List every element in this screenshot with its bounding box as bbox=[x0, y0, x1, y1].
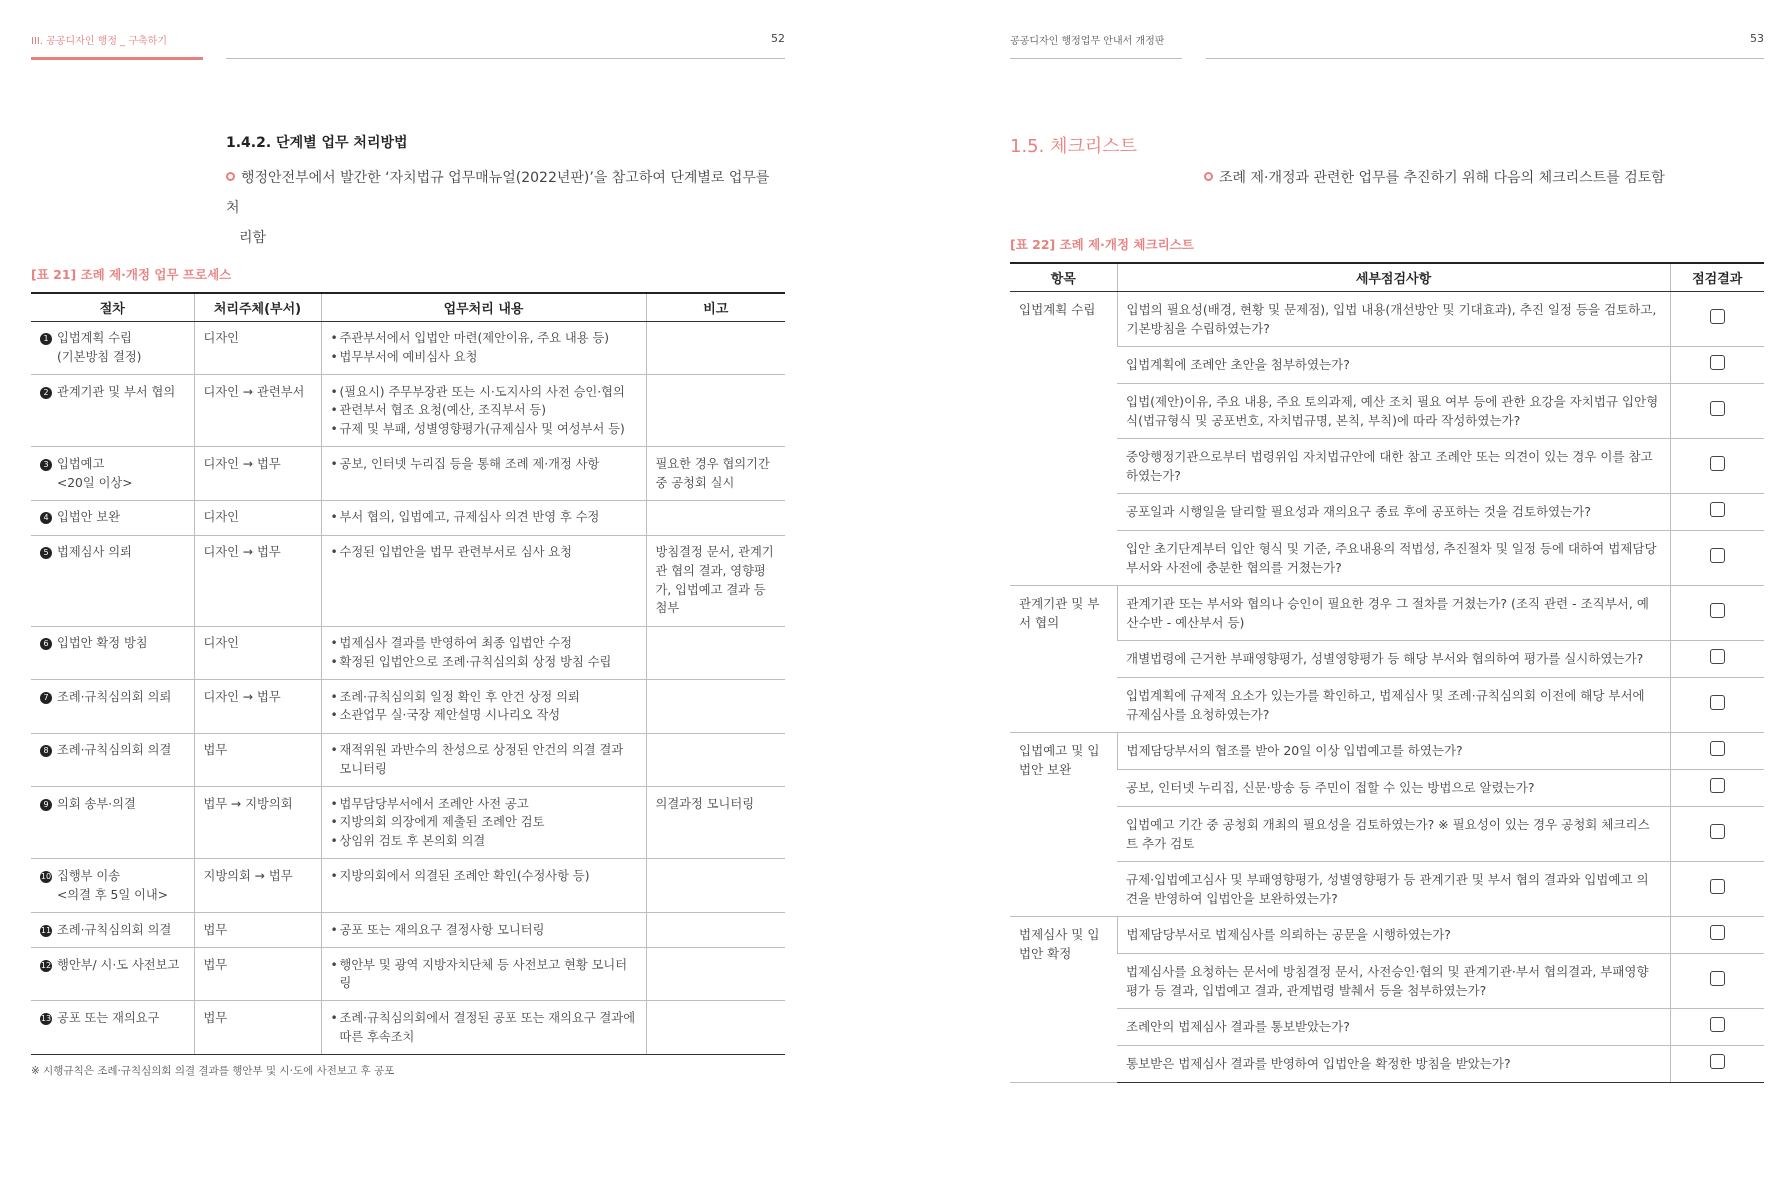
table-row bbox=[1010, 640, 1764, 677]
step-label: 법제심사 의뢰 bbox=[57, 545, 132, 560]
task-item: • 공포 또는 재의요구 결정사항 모니터링 bbox=[331, 921, 637, 940]
header-rule-short bbox=[1010, 58, 1182, 59]
header-rule bbox=[1206, 58, 1764, 59]
step-number-icon: 8 bbox=[40, 745, 52, 757]
check-item: 공보, 인터넷 누리집, 신문·방송 등 주민이 접할 수 있는 방법으로 알렸는가? bbox=[1117, 769, 1670, 806]
result-checkbox[interactable] bbox=[1710, 603, 1725, 618]
step-number-icon: 5 bbox=[40, 547, 52, 559]
step-number-icon: 3 bbox=[40, 459, 52, 471]
check-item: 입법계획에 규제적 요소가 있는가를 확인하고, 법제심사 및 조례·규칙심의회 이전에 해당 부서에 규제심사를 요청하였는가? bbox=[1117, 677, 1670, 732]
note-cell bbox=[646, 947, 785, 1001]
header-label: 공공디자인 행정업무 안내서 개정판 bbox=[1010, 36, 1165, 47]
step-label: 공포 또는 재의요구 bbox=[57, 1011, 160, 1026]
table-row bbox=[1010, 383, 1764, 438]
step-label: 조례·규칙심의회 의뢰 bbox=[57, 689, 172, 704]
step-label: 입법안 확정 방침 bbox=[57, 636, 148, 651]
result-checkbox[interactable] bbox=[1710, 879, 1725, 894]
table-row bbox=[31, 859, 785, 913]
task-list bbox=[331, 867, 637, 886]
tasks-cell bbox=[321, 947, 646, 1001]
result-checkbox[interactable] bbox=[1710, 971, 1725, 986]
task-list bbox=[331, 543, 637, 562]
table-row bbox=[31, 535, 785, 626]
step-number-icon: 1 bbox=[40, 333, 52, 345]
step-cell bbox=[31, 500, 194, 535]
step-cell bbox=[31, 680, 194, 734]
result-checkbox[interactable] bbox=[1710, 309, 1725, 324]
step-label: 의회 송부·의결 bbox=[57, 796, 136, 811]
task-list bbox=[331, 688, 637, 725]
table-row bbox=[1010, 677, 1764, 732]
step-number-icon: 6 bbox=[40, 638, 52, 650]
check-item: 법제담당부서의 협조를 받아 20일 이상 입법예고를 하였는가? bbox=[1117, 732, 1670, 769]
agent-cell: 법무 bbox=[194, 733, 321, 787]
intro-paragraph: 조례 제·개정과 관련한 업무를 추진하기 위해 다음의 체크리스트를 검토함 bbox=[1204, 163, 1764, 193]
step-label: 행안부/ 시·도 사전보고 bbox=[57, 957, 180, 972]
table-row bbox=[1010, 585, 1764, 640]
check-item: 입법(제안)이유, 주요 내용, 주요 토의과제, 예산 조치 필요 여부 등에 관한 요강을 자치법규 입안형식(법규형식 및 공포번호, 자치법규명, 본칙, 부칙)에 따라 작성하였는가? bbox=[1117, 383, 1670, 438]
table-row bbox=[31, 947, 785, 1001]
table-row bbox=[1010, 1008, 1764, 1045]
agent-cell: 법무 bbox=[194, 947, 321, 1001]
note-cell: 필요한 경우 협의기간 중 공청회 실시 bbox=[646, 447, 785, 501]
agent-cell: 법무 bbox=[194, 1001, 321, 1055]
step-label: 조례·규칙심의회 의결 bbox=[57, 743, 172, 758]
section-title: 1.4.2. 단계별 업무 처리방법 bbox=[226, 135, 408, 151]
category-cell: 관계기관 및 부서 협의 bbox=[1010, 585, 1117, 732]
step-number-icon: 11 bbox=[40, 925, 52, 935]
result-cell bbox=[1670, 1045, 1764, 1082]
task-list bbox=[331, 795, 637, 851]
table-row bbox=[31, 447, 785, 501]
tasks-cell bbox=[321, 680, 646, 734]
note-cell bbox=[646, 626, 785, 680]
task-list bbox=[331, 1009, 637, 1046]
table-row bbox=[31, 626, 785, 680]
step-label: 입법안 보완 bbox=[57, 510, 121, 525]
step-label: 집행부 이송 bbox=[57, 869, 121, 884]
step-cell bbox=[31, 947, 194, 1001]
category-cell: 법제심사 및 입법안 확정 bbox=[1010, 916, 1117, 1082]
table-row bbox=[31, 912, 785, 947]
col-header: 절차 bbox=[31, 293, 194, 321]
table-row bbox=[1010, 806, 1764, 861]
check-item: 입안 초기단계부터 입안 형식 및 기준, 주요내용의 적법성, 추진절차 및 일정 등에 대하여 법제담당부서와 사전에 충분한 협의를 거쳤는가? bbox=[1117, 530, 1670, 585]
table-row bbox=[1010, 493, 1764, 530]
step-cell bbox=[31, 787, 194, 859]
table-row bbox=[1010, 438, 1764, 493]
result-checkbox[interactable] bbox=[1710, 741, 1725, 756]
table-row bbox=[31, 1001, 785, 1055]
note-cell bbox=[646, 321, 785, 375]
result-cell bbox=[1670, 916, 1764, 953]
result-checkbox[interactable] bbox=[1710, 778, 1725, 793]
agent-cell: 법무 bbox=[194, 912, 321, 947]
step-sublabel: <의결 후 5일 이내> bbox=[57, 887, 169, 902]
section-title: 1.5. 체크리스트 bbox=[1010, 136, 1138, 157]
task-list bbox=[331, 921, 637, 940]
category-cell: 입법예고 및 입법안 보완 bbox=[1010, 732, 1117, 916]
tasks-cell bbox=[321, 375, 646, 447]
agent-cell: 지방의회 → 법무 bbox=[194, 859, 321, 913]
note-cell bbox=[646, 680, 785, 734]
tasks-cell bbox=[321, 535, 646, 626]
step-cell bbox=[31, 912, 194, 947]
step-number-icon: 12 bbox=[40, 960, 52, 970]
step-sublabel: <20일 이상> bbox=[57, 475, 133, 490]
table-row bbox=[31, 733, 785, 787]
step-number-icon: 7 bbox=[40, 692, 52, 704]
step-number-icon: 2 bbox=[40, 387, 52, 399]
task-item: • 확정된 입법안으로 조례·규칙심의회 상정 방침 수립 bbox=[331, 653, 637, 672]
result-cell bbox=[1670, 530, 1764, 585]
task-item: • 법무부서에 예비심사 요청 bbox=[331, 348, 637, 367]
result-checkbox[interactable] bbox=[1710, 649, 1725, 664]
page-number: 53 bbox=[1750, 32, 1764, 45]
result-cell bbox=[1670, 1008, 1764, 1045]
result-checkbox[interactable] bbox=[1710, 1054, 1725, 1069]
step-cell bbox=[31, 733, 194, 787]
table-row bbox=[1010, 769, 1764, 806]
result-cell bbox=[1670, 346, 1764, 383]
result-checkbox[interactable] bbox=[1710, 925, 1725, 940]
step-label: 입법예고 bbox=[57, 456, 105, 471]
note-cell bbox=[646, 1001, 785, 1055]
tasks-cell bbox=[321, 500, 646, 535]
table-row bbox=[31, 680, 785, 734]
step-number-icon: 9 bbox=[40, 799, 52, 811]
task-list bbox=[331, 455, 637, 474]
table-row bbox=[1010, 346, 1764, 383]
table-row bbox=[1010, 1045, 1764, 1082]
check-item: 법제심사를 요청하는 문서에 방침결정 문서, 사전승인·협의 및 관계기관·부서 협의결과, 부패영향평가 등 결과, 입법예고 결과, 관계법령 발췌서 등을 첨부하였는가? bbox=[1117, 953, 1670, 1008]
note-cell bbox=[646, 500, 785, 535]
tasks-cell bbox=[321, 787, 646, 859]
circle-bullet-icon bbox=[226, 172, 235, 181]
task-list bbox=[331, 329, 637, 366]
task-item: • (필요시) 주무부장관 또는 시·도지사의 사전 승인·협의 bbox=[331, 383, 637, 402]
agent-cell: 디자인 → 법무 bbox=[194, 447, 321, 501]
table-row bbox=[31, 500, 785, 535]
category-cell: 입법계획 수립 bbox=[1010, 291, 1117, 585]
note-cell bbox=[646, 375, 785, 447]
task-list bbox=[331, 741, 637, 778]
tasks-cell bbox=[321, 1001, 646, 1055]
result-cell bbox=[1670, 438, 1764, 493]
col-header: 세부점검사항 bbox=[1117, 263, 1670, 291]
table-row bbox=[1010, 861, 1764, 916]
task-item: • 재적위원 과반수의 찬성으로 상정된 안건의 의결 결과 모니터링 bbox=[331, 741, 637, 778]
step-sublabel: (기본방침 결정) bbox=[57, 349, 142, 364]
table-row bbox=[1010, 530, 1764, 585]
result-cell bbox=[1670, 953, 1764, 1008]
table-row bbox=[1010, 732, 1764, 769]
header-rule bbox=[226, 58, 785, 59]
task-item: • 상임위 검토 후 본의회 의결 bbox=[331, 832, 637, 851]
right-page bbox=[1010, 0, 1764, 1203]
task-item: • 소관업무 실·국장 제안설명 시나리오 작성 bbox=[331, 706, 637, 725]
process-table bbox=[31, 292, 785, 1055]
left-page bbox=[31, 0, 785, 1203]
agent-cell: 디자인 bbox=[194, 321, 321, 375]
task-item: • 부서 협의, 입법예고, 규제심사 의견 반영 후 수정 bbox=[331, 508, 637, 527]
tasks-cell bbox=[321, 321, 646, 375]
check-item: 입법의 필요성(배경, 현황 및 문제점), 입법 내용(개선방안 및 기대효과), 추진 일정 등을 검토하고, 기본방침을 수립하였는가? bbox=[1117, 291, 1670, 346]
result-cell bbox=[1670, 806, 1764, 861]
result-cell bbox=[1670, 861, 1764, 916]
check-item: 관계기관 또는 부서와 협의나 승인이 필요한 경우 그 절차를 거쳤는가? (조직 관련 - 조직부서, 예산수반 - 예산부서 등) bbox=[1117, 585, 1670, 640]
result-checkbox[interactable] bbox=[1710, 401, 1725, 416]
step-number-icon: 10 bbox=[40, 872, 52, 882]
col-header: 처리주체(부서) bbox=[194, 293, 321, 321]
result-cell bbox=[1670, 677, 1764, 732]
table-row bbox=[31, 321, 785, 375]
agent-cell: 디자인 → 법무 bbox=[194, 680, 321, 734]
task-item: • 공보, 인터넷 누리집 등을 통해 조례 제·개정 사항 bbox=[331, 455, 637, 474]
col-header: 비고 bbox=[646, 293, 785, 321]
check-item: 공포일과 시행일을 달리할 필요성과 재의요구 종료 후에 공포하는 것을 검토하였는가? bbox=[1117, 493, 1670, 530]
result-cell bbox=[1670, 383, 1764, 438]
step-cell bbox=[31, 321, 194, 375]
task-item: • 주관부서에서 입법안 마련(제안이유, 주요 내용 등) bbox=[331, 329, 637, 348]
agent-cell: 디자인 bbox=[194, 626, 321, 680]
tasks-cell bbox=[321, 912, 646, 947]
task-list bbox=[331, 383, 637, 439]
task-list bbox=[331, 634, 637, 671]
agent-cell: 법무 → 지방의회 bbox=[194, 787, 321, 859]
footnote: ※ 시행규칙은 조례·규칙심의회 의결 결과를 행안부 및 시·도에 사전보고 후 공포 bbox=[31, 1065, 395, 1077]
agent-cell: 디자인 → 법무 bbox=[194, 535, 321, 626]
step-label: 조례·규칙심의회 의결 bbox=[57, 922, 172, 937]
check-item: 개별법령에 근거한 부패영향평가, 성별영향평가 등 해당 부서와 협의하여 평가를 실시하였는가? bbox=[1117, 640, 1670, 677]
task-item: • 조례·규칙심의회에서 결정된 공포 또는 재의요구 결과에 따른 후속조치 bbox=[331, 1009, 637, 1046]
result-checkbox[interactable] bbox=[1710, 1017, 1725, 1032]
note-cell: 의결과정 모니터링 bbox=[646, 787, 785, 859]
result-cell bbox=[1670, 291, 1764, 346]
task-item: • 법무담당부서에서 조례안 사전 공고 bbox=[331, 795, 637, 814]
task-item: • 행안부 및 광역 지방자치단체 등 사전보고 현황 모니터링 bbox=[331, 956, 637, 993]
checklist-table bbox=[1010, 262, 1764, 1083]
check-item: 입법예고 기간 중 공청회 개최의 필요성을 검토하였는가? ※ 필요성이 있는 경우 공청회 체크리스트 추가 검토 bbox=[1117, 806, 1670, 861]
task-item: • 지방의회에서 의결된 조례안 확인(수정사항 등) bbox=[331, 867, 637, 886]
table-caption: [표 22] 조례 제·개정 체크리스트 bbox=[1010, 237, 1194, 252]
col-header: 점검결과 bbox=[1670, 263, 1764, 291]
task-item: • 조례·규칙심의회 일정 확인 후 안건 상정 의뢰 bbox=[331, 688, 637, 707]
result-cell bbox=[1670, 732, 1764, 769]
step-number-icon: 13 bbox=[40, 1014, 52, 1024]
result-cell bbox=[1670, 493, 1764, 530]
check-item: 법제담당부서로 법제심사를 의뢰하는 공문을 시행하였는가? bbox=[1117, 916, 1670, 953]
agent-cell: 디자인 → 관련부서 bbox=[194, 375, 321, 447]
col-header: 업무처리 내용 bbox=[321, 293, 646, 321]
table-row bbox=[1010, 291, 1764, 346]
note-cell bbox=[646, 859, 785, 913]
tasks-cell bbox=[321, 626, 646, 680]
table-row bbox=[1010, 953, 1764, 1008]
check-item: 규제·입법예고심사 및 부패영향평가, 성별영향평가 등 관계기관 및 부서 협의 결과와 입법예고 의견을 반영하여 입법안을 보완하였는가? bbox=[1117, 861, 1670, 916]
step-cell bbox=[31, 447, 194, 501]
tasks-cell bbox=[321, 859, 646, 913]
col-header: 항목 bbox=[1010, 263, 1117, 291]
check-item: 입법계획에 조례안 초안을 첨부하였는가? bbox=[1117, 346, 1670, 383]
header-accent-bar bbox=[31, 57, 203, 60]
step-cell bbox=[31, 375, 194, 447]
header-label: III. 공공디자인 행정 _ 구축하기 bbox=[31, 36, 168, 47]
tasks-cell bbox=[321, 733, 646, 787]
result-cell bbox=[1670, 640, 1764, 677]
result-checkbox[interactable] bbox=[1710, 355, 1725, 370]
circle-bullet-icon bbox=[1204, 172, 1213, 181]
note-cell bbox=[646, 733, 785, 787]
result-checkbox[interactable] bbox=[1710, 824, 1725, 839]
table-row bbox=[31, 375, 785, 447]
intro-paragraph: 행정안전부에서 발간한 ‘자치법규 업무매뉴얼(2022년판)’을 참고하여 단계별로 업무를 처 리함 bbox=[226, 170, 770, 246]
note-cell: 방침결정 문서, 관계기관 협의 결과, 영향평가, 입법예고 결과 등 첨부 bbox=[646, 535, 785, 626]
step-label: 입법계획 수립 bbox=[57, 331, 132, 346]
task-item: • 지방의회 의장에게 제출된 조례안 검토 bbox=[331, 813, 637, 832]
note-cell bbox=[646, 912, 785, 947]
result-checkbox[interactable] bbox=[1710, 502, 1725, 517]
check-item: 통보받은 법제심사 결과를 반영하여 입법안을 확정한 방침을 받았는가? bbox=[1117, 1045, 1670, 1082]
step-cell bbox=[31, 859, 194, 913]
check-item: 조례안의 법제심사 결과를 통보받았는가? bbox=[1117, 1008, 1670, 1045]
table-row bbox=[31, 787, 785, 859]
page-number: 52 bbox=[771, 32, 785, 45]
result-checkbox[interactable] bbox=[1710, 548, 1725, 563]
task-item: • 규제 및 부패, 성별영향평가(규제심사 및 여성부서 등) bbox=[331, 420, 637, 439]
check-item: 중앙행정기관으로부터 법령위임 자치법규안에 대한 참고 조례안 또는 의견이 있는 경우 이를 참고하였는가? bbox=[1117, 438, 1670, 493]
task-item: • 수정된 입법안을 법무 관련부서로 심사 요청 bbox=[331, 543, 637, 562]
table-row bbox=[1010, 916, 1764, 953]
step-cell bbox=[31, 535, 194, 626]
task-list bbox=[331, 956, 637, 993]
step-number-icon: 4 bbox=[40, 512, 52, 524]
result-checkbox[interactable] bbox=[1710, 456, 1725, 471]
task-item: • 법제심사 결과를 반영하여 최종 입법안 수정 bbox=[331, 634, 637, 653]
task-list bbox=[331, 508, 637, 527]
step-cell bbox=[31, 626, 194, 680]
step-cell bbox=[31, 1001, 194, 1055]
tasks-cell bbox=[321, 447, 646, 501]
table-caption: [표 21] 조례 제·개정 업무 프로세스 bbox=[31, 267, 232, 282]
task-item: • 관련부서 협조 요청(예산, 조직부서 등) bbox=[331, 401, 637, 420]
result-cell bbox=[1670, 585, 1764, 640]
result-cell bbox=[1670, 769, 1764, 806]
agent-cell: 디자인 bbox=[194, 500, 321, 535]
result-checkbox[interactable] bbox=[1710, 695, 1725, 710]
step-label: 관계기관 및 부서 협의 bbox=[57, 384, 176, 399]
